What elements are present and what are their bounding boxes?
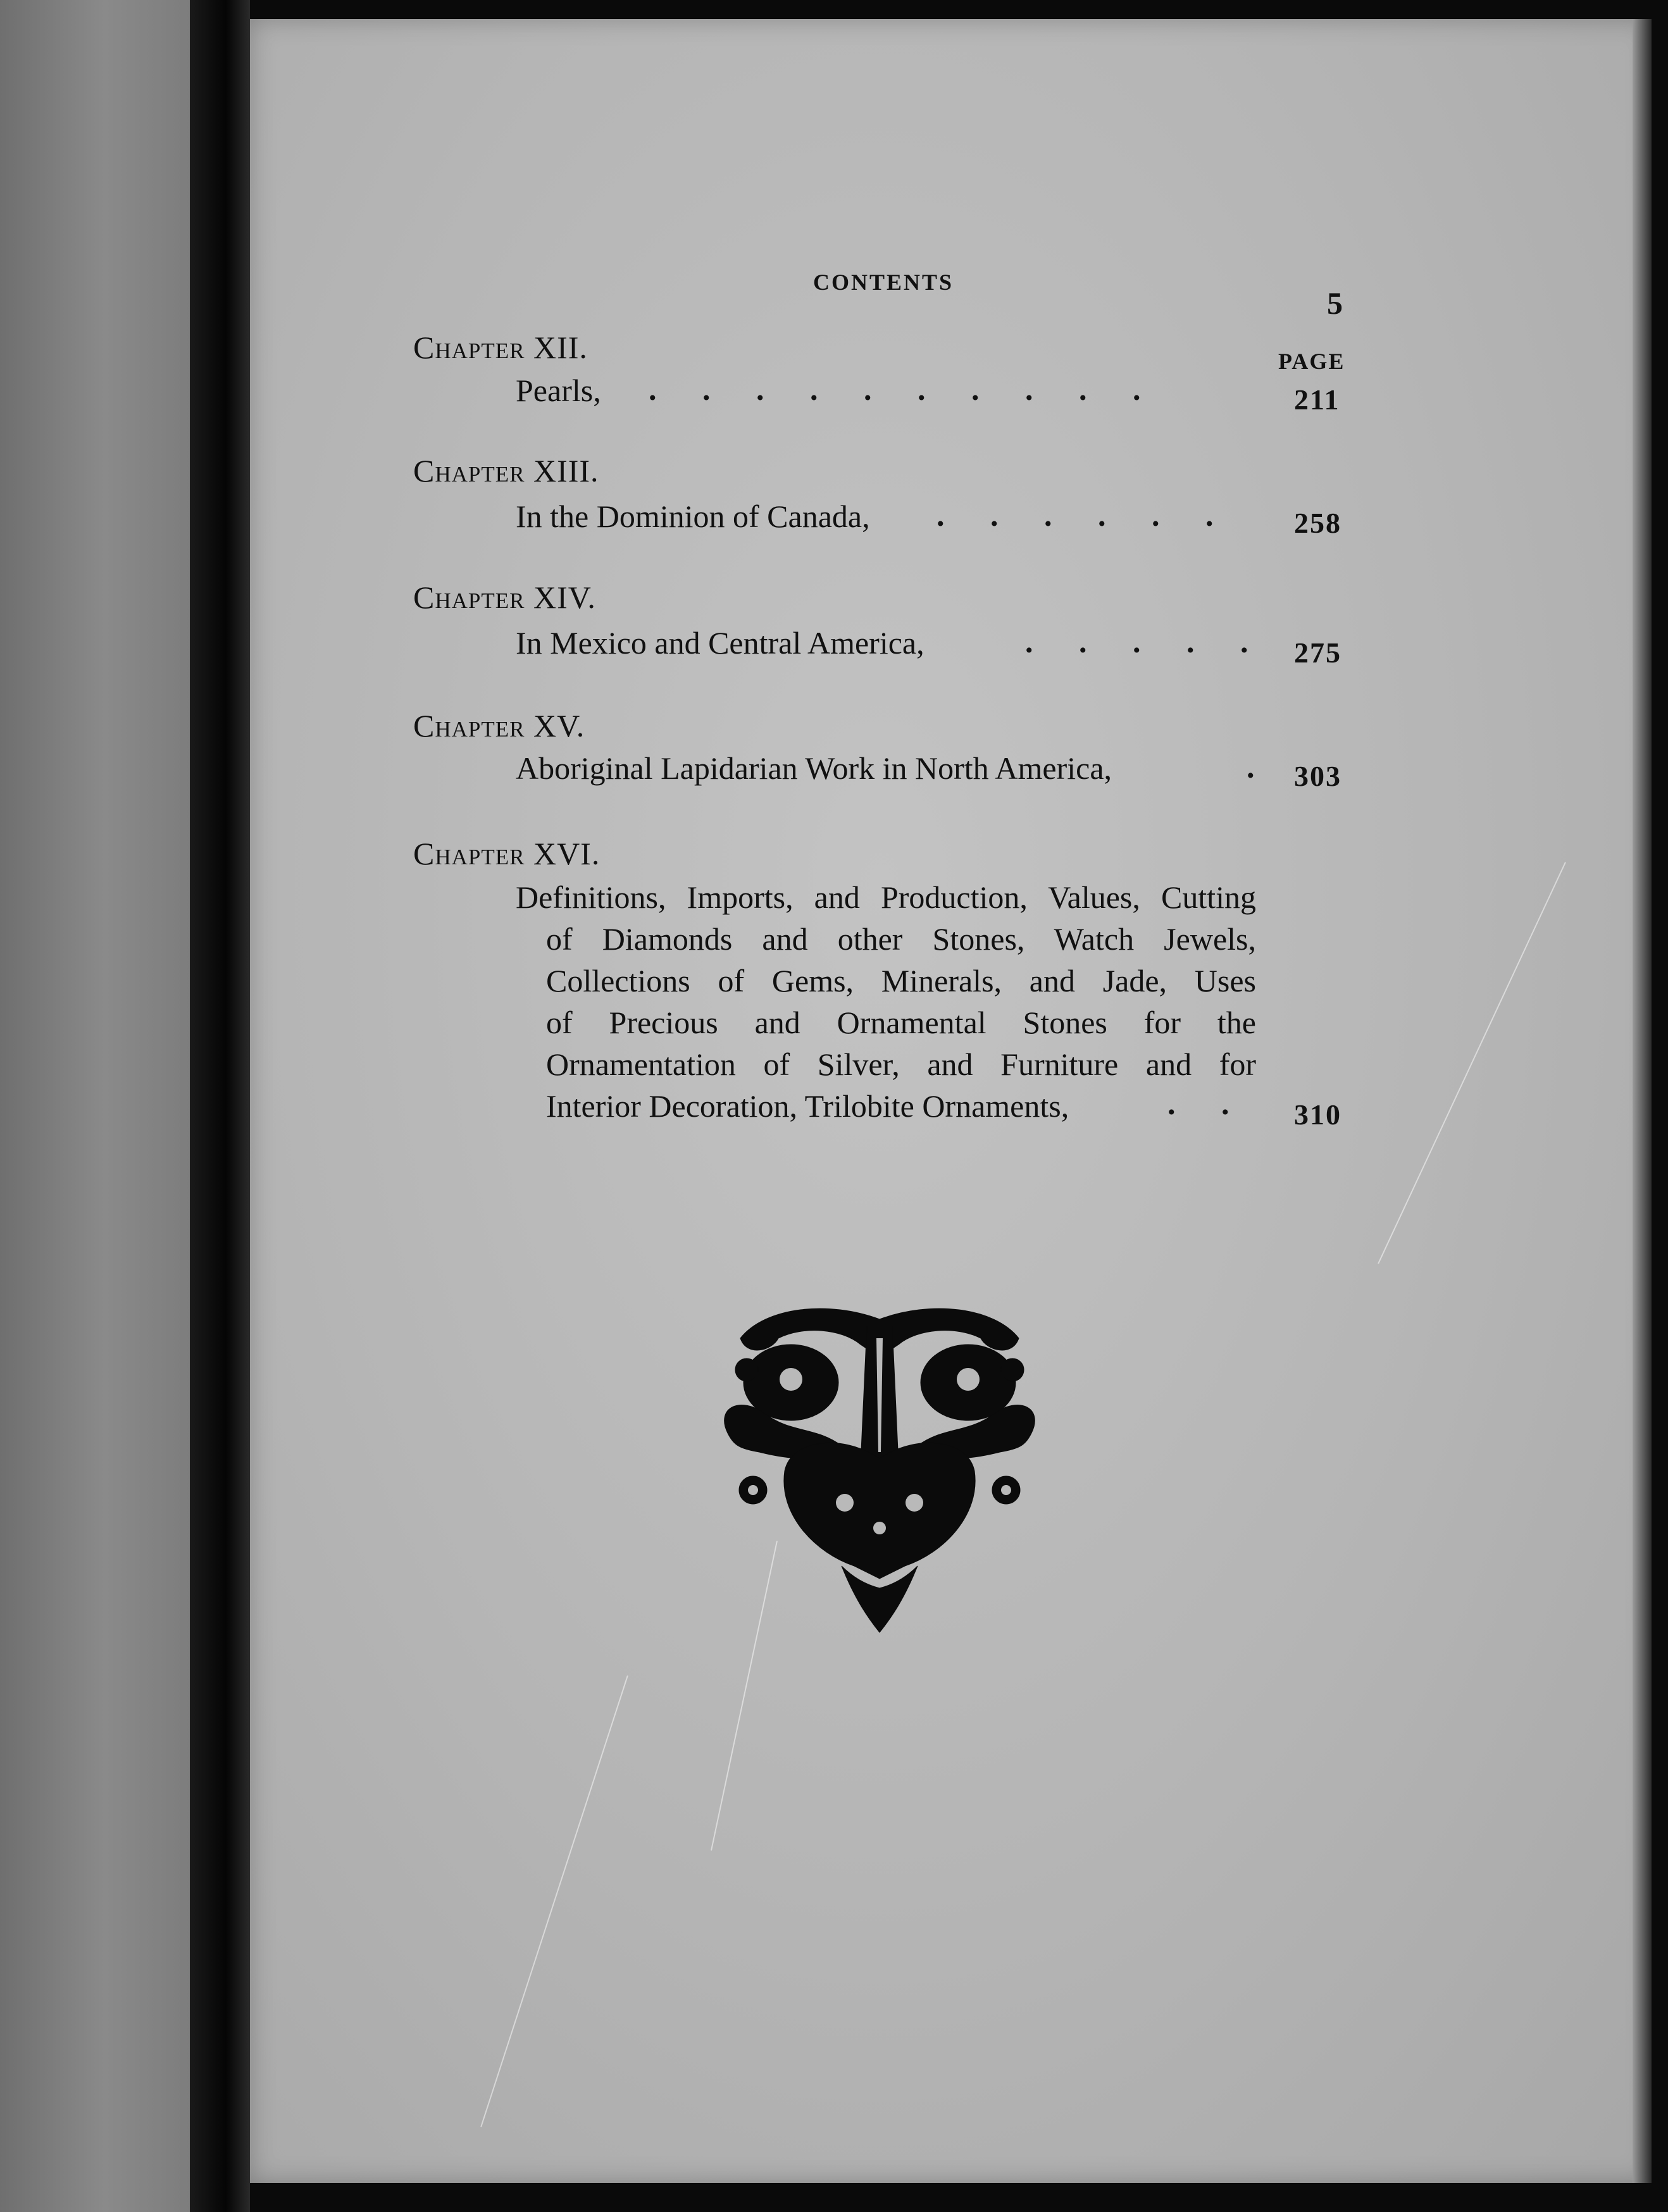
title-line: of Diamonds and other Stones, Watch Jewels,: [546, 921, 1256, 957]
toc-dot-leaders: . . . . .: [1025, 624, 1267, 659]
toc-chapter-heading: Chapter XVI.: [413, 836, 601, 871]
toc-entry-page: 310: [1294, 1098, 1341, 1131]
toc-entry-page: 303: [1294, 760, 1341, 792]
floral-ornament-icon: [715, 1300, 1044, 1636]
facing-page-edge: [0, 0, 190, 2212]
toc-entry-page: 258: [1294, 507, 1341, 539]
toc-entry-title: Pearls,: [516, 373, 601, 408]
title-line: Ornamentation of Silver, and Furniture and for: [546, 1047, 1256, 1082]
toc-entry-page: 275: [1294, 637, 1341, 669]
toc-chapter-heading: Chapter XV.: [413, 708, 585, 743]
scan-scratch: [480, 1675, 628, 2127]
page-number: 5: [1327, 285, 1343, 321]
toc-entry-title: In Mexico and Central America,: [516, 625, 924, 661]
title-line: Interior Decoration, Trilobite Ornaments,: [546, 1088, 1069, 1124]
toc-entry-title: In the Dominion of Canada,: [516, 499, 870, 534]
toc-chapter-heading: Chapter XIII.: [413, 453, 599, 488]
toc-entry-title-multiline: [516, 876, 1256, 1127]
title-line: Definitions, Imports, and Production, Values, Cutting: [516, 879, 1256, 915]
book-spine: [190, 0, 250, 2212]
toc-chapter-heading: Chapter XII.: [413, 330, 588, 365]
toc-dot-leaders: . . . . . .: [937, 497, 1233, 533]
running-title: CONTENTS: [813, 270, 954, 295]
toc-dot-leaders: . . . . . . . . . .: [649, 371, 1160, 407]
page-edge-shadow: [1633, 19, 1652, 2183]
toc-entry-title: Aboriginal Lapidarian Work in North America,: [516, 750, 1112, 786]
title-line: of Precious and Ornamental Stones for the: [546, 1005, 1256, 1040]
book-page: [250, 19, 1652, 2183]
title-line: Collections of Gems, Minerals, and Jade, Uses: [546, 963, 1256, 998]
toc-chapter-heading: Chapter XIV.: [413, 580, 596, 615]
page-column-label: PAGE: [1278, 349, 1345, 374]
toc-dot-leaders: .: [1247, 749, 1274, 785]
toc-dot-leaders: . .: [1167, 1086, 1248, 1121]
scan-scratch: [1378, 862, 1566, 1264]
toc-entry-page: 211: [1294, 383, 1340, 416]
